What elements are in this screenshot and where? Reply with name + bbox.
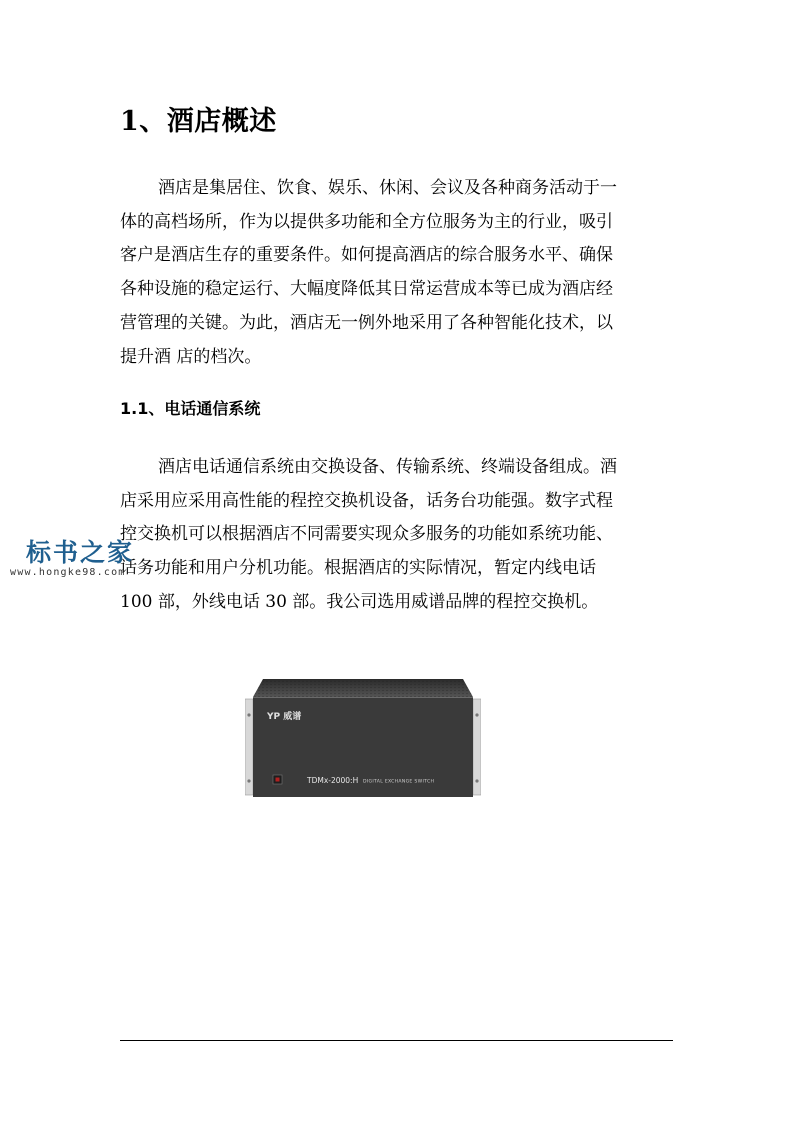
footer-divider — [120, 1040, 673, 1041]
watermark-brand: 标书之家 — [26, 538, 135, 567]
telecom-paragraph — [120, 451, 672, 620]
paragraph-line: 酒店电话通信系统由交换设备、传输系统、终端设备组成。酒 — [158, 457, 617, 477]
device-caption: DIGITAL EXCHANGE SWITCH — [363, 779, 435, 785]
paragraph-line: 100 部，外线电话 30 部。我公司选用威谱品牌的程控交换机。 — [120, 591, 599, 612]
paragraph-line: 营管理的关键。为此，酒店无一例外地采用了各种智能化技术，以 — [120, 312, 613, 333]
paragraph-line: 酒店是集居住、饮食、娱乐、休闲、会议及各种商务活动于一 — [158, 178, 617, 198]
paragraph-line: 客户是酒店生存的重要条件。如何提高酒店的综合服务水平、确保 — [120, 245, 613, 266]
paragraph-line: 话务功能和用户分机功能。根据酒店的实际情况，暂定内线电话 — [120, 558, 596, 579]
paragraph-line: 店采用应采用高性能的程控交换机设备，话务台功能强。数字式程 — [120, 490, 613, 511]
watermark-logo — [10, 538, 140, 588]
pbx-device-photo — [245, 677, 481, 799]
device-logo: YP 威谱 — [267, 712, 302, 722]
paragraph-line: 体的高档场所，作为以提供多功能和全方位服务为主的行业，吸引 — [120, 211, 613, 232]
intro-paragraph — [120, 172, 672, 374]
subsection-heading: 1.1、电话通信系统 — [120, 399, 261, 418]
paragraph-line: 提升酒 店的档次。 — [120, 346, 262, 367]
paragraph-line: 控交换机可以根据酒店不同需要实现众多服务的功能如系统功能、 — [120, 524, 613, 545]
section-heading: 1、酒店概述 — [120, 106, 277, 137]
device-model: TDMx-2000:H — [307, 776, 359, 785]
paragraph-line: 各种设施的稳定运行、大幅度降低其日常运营成本等已成为酒店经 — [120, 279, 613, 300]
watermark-url: www.hongke98.com — [10, 567, 126, 578]
